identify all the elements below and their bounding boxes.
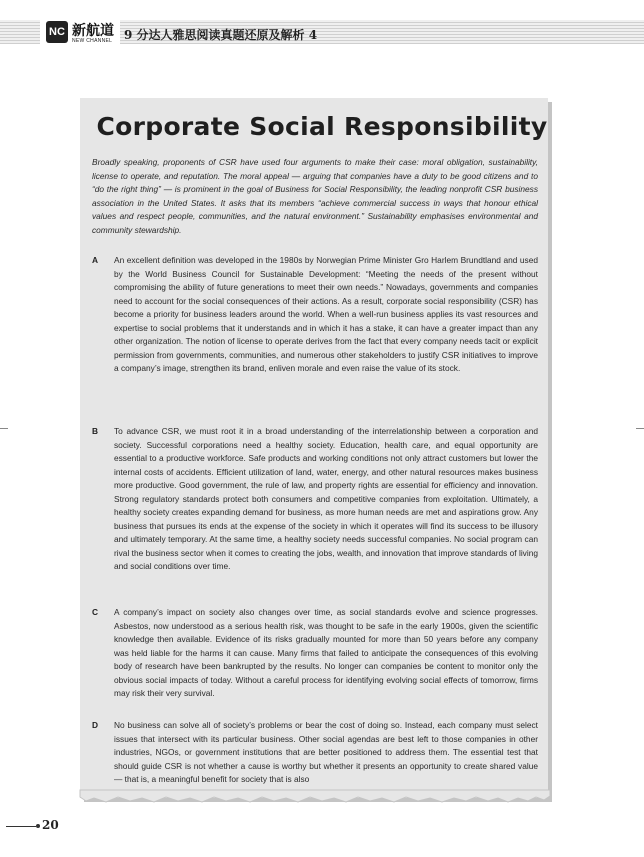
paragraph-text: An excellent definition was developed in the 1980s by Norwegian Prime Minister Gro Harlem Brundtland and used by the World Business Council for Sustainable Development: “Meeting the needs of the present without compromising the ability of future generations to meet their own needs.” Nowadays, governments and companies need to account for the social consequences of their actions. As a result, corporate social responsibility (CSR) has become a priority for business leaders around the world. When a well-run business applies its vast resources and expertise to social problems that it understands and in which it has a stake, it can have a greater impact than any other organization. The notion of license to operate derives from the fact that every company needs tacit or explicit permission from governments, communities, and numerous other stakeholders to justify CSR initiatives to improve a company’s image, strengthen its brand, enliven morale and even raise the value of its stock. <box>114 255 538 373</box>
page-header <box>0 14 644 50</box>
paragraph-text: To advance CSR, we must root it in a broad understanding of the interrelationship between a corporation and society. Successful corporations need a healthy society. Education, health care, and equal opportunity are essential to a productive workforce. Safe products and working conditions not only attract customers but lower the internal costs of accidents. Efficient utilization of land, water, energy, and other natural resources makes business more productive. Good government, the rule of law, and property rights are essential for efficiency and innovation. Strong regulatory standards protect both consumers and competitive companies from exploitation. Ultimately, a healthy society creates expanding demand for business, as more human needs are met and aspirations grow. Any business that pursues its ends at the expense of the society in which it operates will find its success to be illusory and ultimately temporary. At the same time, a healthy society needs successful companies. No social program can rival the business sector when it comes to creating the jobs, wealth, and innovation that improve standards of living and social conditions over time. <box>114 426 538 571</box>
paragraph-letter: C <box>92 607 99 617</box>
paragraph-a <box>92 254 538 376</box>
paragraph-letter: D <box>92 720 99 730</box>
page-number-dot <box>36 824 40 828</box>
page-number-rule <box>6 826 36 827</box>
page-number: 20 <box>42 818 59 832</box>
intro-paragraph: Broadly speaking, proponents of CSR have used four arguments to make their case: moral obligation, sustainability, license to operate, and reputation. The moral appeal — arguing that companies have a duty to be good citizens and to “do the right thing” — is prominent in the goal of Business for Social Responsibility, the leading nonprofit CSR business association in the United States. It asks that its members “achieve commercial success in ways that honour ethical values and respect people, communities, and the natural environment.” Sustainability emphasises environmental and community stewardship. <box>92 157 538 235</box>
paragraph-text: No business can solve all of society’s problems or bear the cost of doing so. Instead, each company must select issues that intersect with its particular business. Other social agendas are best left to those companies in other industries, NGOs, or government institutions that are better positioned to address them. The essential test that should guide CSR is not whether a cause is worthy but whether it presents an opportunity to create shared value — that is, a meaningful benefit for society that is also <box>114 720 538 784</box>
logo-mark: NC <box>46 21 68 43</box>
logo-chinese-name: 新航道 <box>72 23 114 39</box>
article-title: Corporate Social Responsibility <box>96 112 548 141</box>
publisher-logo <box>40 16 120 48</box>
paragraph-text: A company’s impact on society also changes over time, as social standards evolve and science progresses. Asbestos, now understood as a serious health risk, was thought to be safe in the early 1900s, given the scientific knowledge then available. Evidence of its risks gradually mounted for more than 50 years before any company was held liable for the harms it can cause. Many firms that failed to anticipate the consequences of this evolving body of research have been bankrupted by the results. No longer can companies be content to monitor only the obvious social impacts of today. Without a careful process for identifying evolving social effects of tomorrow, firms may risk their very survival. <box>114 607 538 698</box>
logo-english-name: NEW CHANNEL <box>72 38 113 44</box>
right-crop-mark <box>636 428 644 429</box>
paragraph-letter: A <box>92 255 99 265</box>
paragraph-b <box>92 425 538 574</box>
torn-paper-edge <box>78 790 552 808</box>
left-crop-mark <box>0 428 8 429</box>
paragraph-letter: B <box>92 426 99 436</box>
paragraph-c <box>92 606 538 701</box>
paragraph-d <box>92 719 538 784</box>
book-title: 9 分达人雅思阅读真题还原及解析 4 <box>124 28 318 42</box>
